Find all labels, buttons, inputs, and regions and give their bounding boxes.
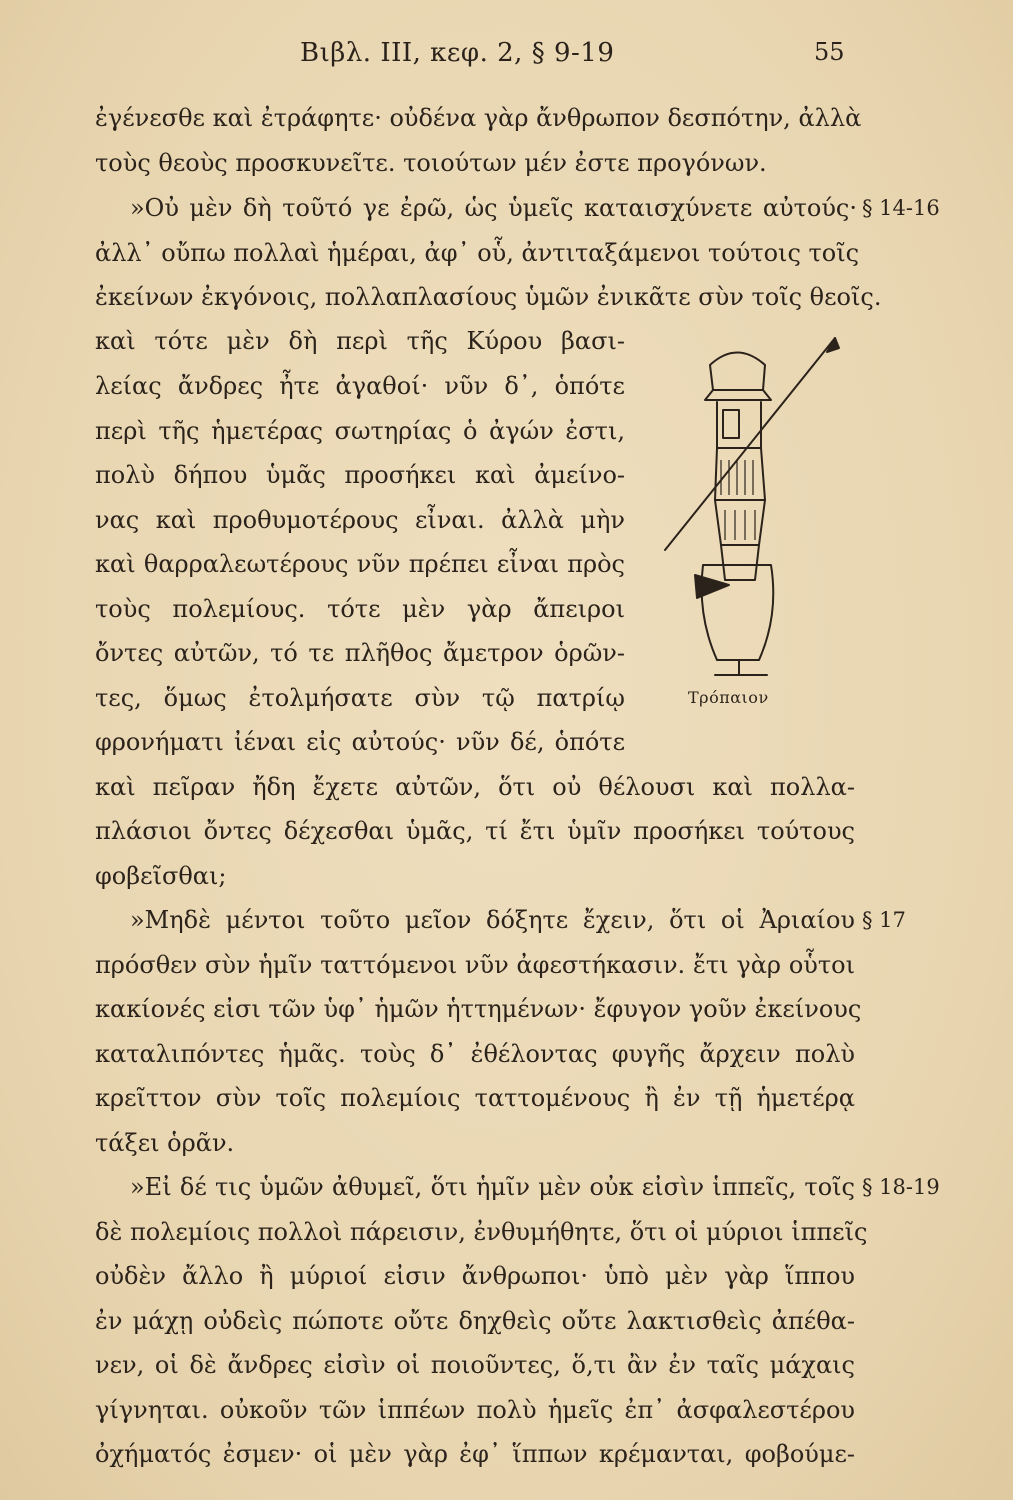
text-line: τάξει ὁρᾶν.	[95, 1129, 235, 1157]
text-line: ἐν μάχῃ οὐδεὶς πώποτε οὔτε δηχθεὶς οὔτε λακτισθεὶς ἀπέθα-	[95, 1307, 855, 1335]
trophy-drawing	[625, 330, 865, 700]
text-line: »Μηδὲ μέντοι τοῦτο μεῖον δόξητε ἔχειν, ὅτι οἱ Ἀριαίου	[130, 906, 855, 934]
text-line: τοὺς πολεμίους. τότε μὲν γὰρ ἄπειροι	[95, 595, 625, 623]
text-line: πρόσθεν σὺν ἡμῖν ταττόμενοι νῦν ἀφεστήκασιν. ἔτι γὰρ οὗτοι	[95, 951, 855, 979]
text-line: καὶ θαρραλεωτέρους νῦν πρέπει εἶναι πρὸς	[95, 550, 625, 578]
text-line: λείας ἄνδρες ἦτε ἀγαθοί· νῦν δ᾽, ὁπότε	[95, 372, 625, 400]
text-line: τοὺς θεοὺς προσκυνεῖτε. τοιούτων μέν ἐστε προγόνων.	[95, 149, 767, 177]
text-line: πολὺ δήπου ὑμᾶς προσήκει καὶ ἀμείνο-	[95, 461, 625, 489]
text-line: τες, ὅμως ἐτολμήσατε σὺν τῷ πατρίῳ	[95, 684, 625, 712]
text-line: ἀλλ᾽ οὔπω πολλαὶ ἡμέραι, ἀφ᾽ οὗ, ἀντιταξάμενοι τούτοις τοῖς	[95, 239, 860, 267]
text-line: νας καὶ προθυμοτέρους εἶναι. ἀλλὰ μὴν	[95, 506, 625, 534]
text-line: καταλιπόντες ἡμᾶς. τοὺς δ᾽ ἐθέλοντας φυγῆς ἄρχειν πολὺ	[95, 1040, 855, 1068]
text-line: γίγνηται. οὐκοῦν τῶν ἱππέων πολὺ ἡμεῖς ἐπ᾽ ἀσφαλεστέρου	[95, 1396, 855, 1424]
text-line: περὶ τῆς ἡμετέρας σωτηρίας ὁ ἀγών ἐστι,	[95, 417, 625, 445]
margin-ref: § 14-16	[862, 196, 940, 220]
text-line: καὶ τότε μὲν δὴ περὶ τῆς Κύρου βασι-	[95, 327, 625, 355]
text-line: ὀχήματός ἐσμεν· οἱ μὲν γὰρ ἐφ᾽ ἵππων κρέμανται, φοβούμε-	[95, 1440, 855, 1468]
text-line: »Οὐ μὲν δὴ τοῦτό γε ἐρῶ, ὡς ὑμεῖς καταισχύνετε αὐτούς·	[130, 194, 857, 222]
text-line: ἐγένεσθε καὶ ἐτράφητε· οὐδένα γὰρ ἄνθρωπον δεσπότην, ἀλλὰ	[95, 104, 862, 132]
text-line: κρεῖττον σὺν τοῖς πολεμίοις ταττομένους ἢ ἐν τῇ ἡμετέρᾳ	[95, 1084, 855, 1112]
text-line: καὶ πεῖραν ἤδη ἔχετε αὐτῶν, ὅτι οὐ θέλουσι καὶ πολλα-	[95, 773, 855, 801]
figure-caption: Τρόπαιον	[688, 688, 769, 707]
margin-ref: § 17	[862, 908, 906, 932]
text-line: ἐκείνων ἐκγόνοις, πολλαπλασίους ὑμῶν ἐνικᾶτε σὺν τοῖς θεοῖς.	[95, 283, 882, 311]
text-line: πλάσιοι ὄντες δέχεσθαι ὑμᾶς, τί ἔτι ὑμῖν προσήκει τούτους	[95, 817, 855, 845]
text-line: οὐδὲν ἄλλο ἢ μύριοί εἰσιν ἄνθρωποι· ὑπὸ μὲν γὰρ ἵππου	[95, 1262, 855, 1290]
text-line: κακίονές εἰσι τῶν ὑφ᾽ ἡμῶν ἡττημένων· ἔφυγον γοῦν ἐκείνους	[95, 995, 862, 1023]
running-head: Βιβλ. ΙΙΙ, κεφ. 2, § 9-19	[300, 38, 615, 68]
margin-ref: § 18-19	[862, 1175, 940, 1199]
trophy-illustration	[625, 330, 865, 700]
text-line: φοβεῖσθαι;	[95, 862, 227, 890]
page-header	[0, 38, 1013, 78]
text-line: φρονήματι ἰέναι εἰς αὐτούς· νῦν δέ, ὁπότε	[95, 728, 625, 756]
text-line: νεν, οἱ δὲ ἄνδρες εἰσὶν οἱ ποιοῦντες, ὅ,τι ἂν ἐν ταῖς μάχαις	[95, 1351, 855, 1379]
text-line: δὲ πολεμίοις πολλοὶ πάρεισιν, ἐνθυμήθητε, ὅτι οἱ μύριοι ἱππεῖς	[95, 1218, 868, 1246]
text-line: »Εἰ δέ τις ὑμῶν ἀθυμεῖ, ὅτι ἡμῖν μὲν οὐκ εἰσὶν ἱππεῖς, τοῖς	[130, 1173, 855, 1201]
page-number: 55	[814, 38, 845, 66]
text-line: ὄντες αὐτῶν, τό τε πλῆθος ἄμετρον ὁρῶν-	[95, 639, 625, 667]
